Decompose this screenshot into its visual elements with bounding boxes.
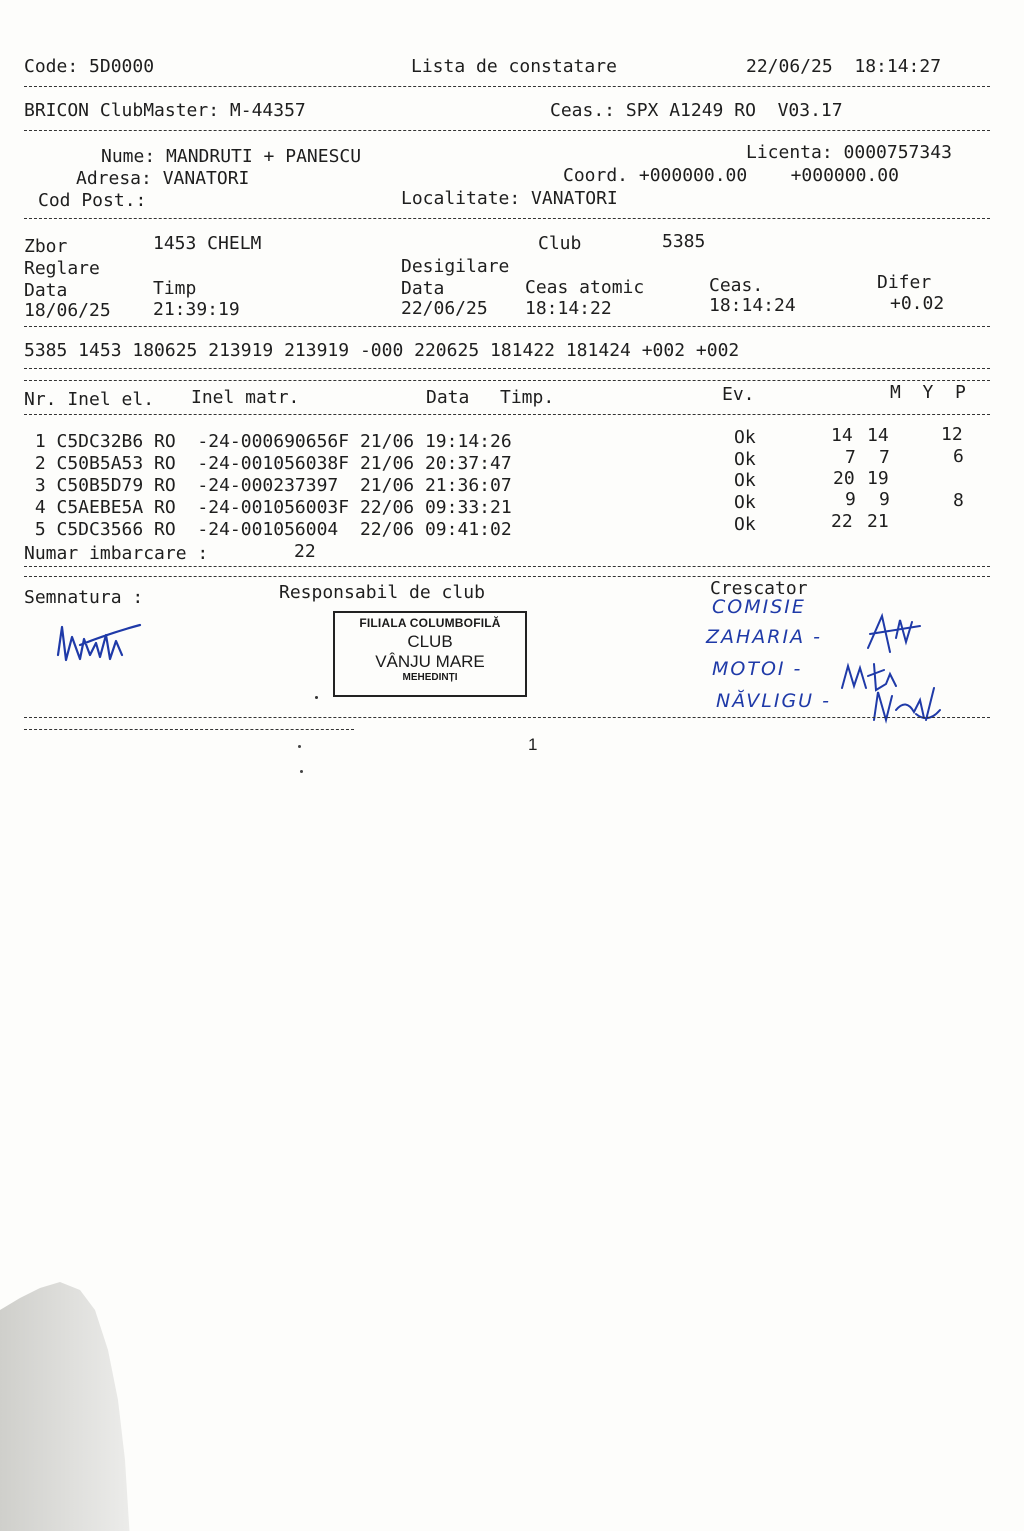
club-value: 5385: [662, 231, 706, 252]
table-row-y: 9: [879, 489, 890, 510]
clock-id: Ceas.: SPX A1249 RO V03.17: [550, 100, 843, 121]
table-row-event: Ok: [734, 514, 756, 535]
speck: [315, 696, 318, 699]
col-header-ring-reg: Inel matr.: [191, 387, 300, 408]
handwritten-commission: COMISIE: [712, 596, 806, 618]
table-row-p: 6: [953, 446, 964, 467]
reglare-label: Reglare: [24, 258, 100, 279]
signature-icon: [868, 680, 948, 735]
atomic-clock-time: 18:14:22: [525, 298, 612, 319]
signature-icon: [860, 608, 935, 658]
stamp-line: CLUB: [407, 632, 453, 651]
speck: [298, 745, 301, 748]
speck: [300, 770, 303, 773]
stamp-line: FILIALA COLUMBOFILĂ: [359, 616, 501, 630]
torn-corner-shadow: [0, 1280, 130, 1531]
difference-label: Difer: [877, 272, 932, 293]
table-row-m: 22: [831, 511, 853, 532]
table-row-y: 19: [867, 468, 889, 489]
table-row-m: 9: [845, 489, 856, 510]
desigilare-label: Desigilare: [401, 256, 510, 277]
divider: [24, 566, 990, 567]
table-row-m: 14: [831, 425, 853, 446]
reglare-date-label: Data: [24, 280, 68, 301]
table-row-p: 8: [953, 490, 964, 511]
divider: [24, 218, 990, 219]
col-header-ring: Nr. Inel el.: [24, 389, 155, 410]
breeder-label: Crescator: [710, 578, 808, 599]
document-datetime: 22/06/25 18:14:27: [746, 56, 942, 77]
table-row: 5 C5DC3566 RO -24-001056004 22/06 09:41:02: [24, 519, 512, 540]
col-header-date: Data: [426, 387, 470, 408]
table-row: 4 C5AEBE5A RO -24-001056003F 22/06 09:33:21: [24, 497, 512, 518]
flight-label: Zbor: [24, 236, 68, 257]
clubmaster-id: BRICON ClubMaster: M-44357: [24, 100, 306, 121]
license-number: Licenta: 0000757343: [746, 142, 952, 163]
stamp-line: MEHEDINȚI: [402, 672, 458, 683]
table-row: 3 C50B5D79 RO -24-000237397 21/06 21:36:07: [24, 475, 512, 496]
handwritten-name: ZAHARIA -: [706, 626, 822, 648]
signature-icon: [50, 615, 145, 670]
divider: [24, 576, 990, 577]
owner-name: Nume: MANDRUTI + PANESCU: [101, 146, 362, 167]
page-number: 1: [528, 735, 538, 754]
atomic-clock-label: Ceas atomic: [525, 277, 645, 298]
divider: [24, 414, 990, 415]
handwritten-name: NĂVLIGU -: [716, 690, 831, 712]
summary-code-line: 5385 1453 180625 213919 213919 -000 220625 181422 181424 +002 +002: [24, 340, 740, 361]
table-row: 2 C50B5A53 RO -24-001056038F 21/06 20:37:47: [24, 453, 512, 474]
table-row-y: 21: [867, 511, 889, 532]
signature-label: Semnatura :: [24, 587, 144, 608]
clock-label: Ceas.: [709, 275, 764, 296]
col-header-myp: M Y P: [890, 382, 966, 403]
reglare-time-label: Timp: [153, 278, 197, 299]
col-header-time: Timp.: [500, 387, 555, 408]
difference-value: +0.02: [890, 293, 945, 314]
table-row-y: 14: [867, 425, 889, 446]
table-row-event: Ok: [734, 470, 756, 491]
table-row-m: 7: [845, 447, 856, 468]
divider: [24, 717, 990, 718]
table-row: 1 C5DC32B6 RO -24-000690656F 21/06 19:14:26: [24, 431, 512, 452]
col-header-event: Ev.: [722, 384, 755, 405]
stamp-line: VÂNJU MARE: [375, 652, 485, 671]
divider: [24, 380, 990, 381]
handwritten-name: MOTOI -: [712, 658, 803, 680]
reglare-date: 18/06/25: [24, 300, 111, 321]
divider: [24, 130, 990, 131]
club-label: Club: [538, 233, 582, 254]
postal-code: Cod Post.:: [38, 190, 147, 211]
table-row-event: Ok: [734, 449, 756, 470]
club-stamp: [333, 611, 527, 697]
reglare-time: 21:39:19: [153, 299, 240, 320]
table-row-event: Ok: [734, 492, 756, 513]
divider: [24, 326, 990, 327]
desig-date: 22/06/25: [401, 298, 488, 319]
coordinates: Coord. +000000.00 +000000.00: [563, 165, 899, 186]
boarding-count-value: 22: [294, 541, 316, 562]
document-title: Lista de constatare: [411, 56, 617, 77]
desig-date-label: Data: [401, 278, 445, 299]
divider: [24, 368, 990, 369]
club-responsible-label: Responsabil de club: [279, 582, 485, 603]
table-row-y: 7: [879, 447, 890, 468]
clock-time: 18:14:24: [709, 295, 796, 316]
owner-address: Adresa: VANATORI: [76, 168, 250, 189]
table-row-p: 12: [941, 424, 963, 445]
divider: [24, 729, 354, 730]
boarding-count-label: Numar imbarcare :: [24, 543, 209, 564]
table-row-m: 20: [833, 468, 855, 489]
flight-value: 1453 CHELM: [153, 233, 262, 254]
divider: [24, 86, 990, 87]
document-code: Code: 5D0000: [24, 56, 155, 77]
locality: Localitate: VANATORI: [401, 188, 618, 209]
table-row-event: Ok: [734, 427, 756, 448]
